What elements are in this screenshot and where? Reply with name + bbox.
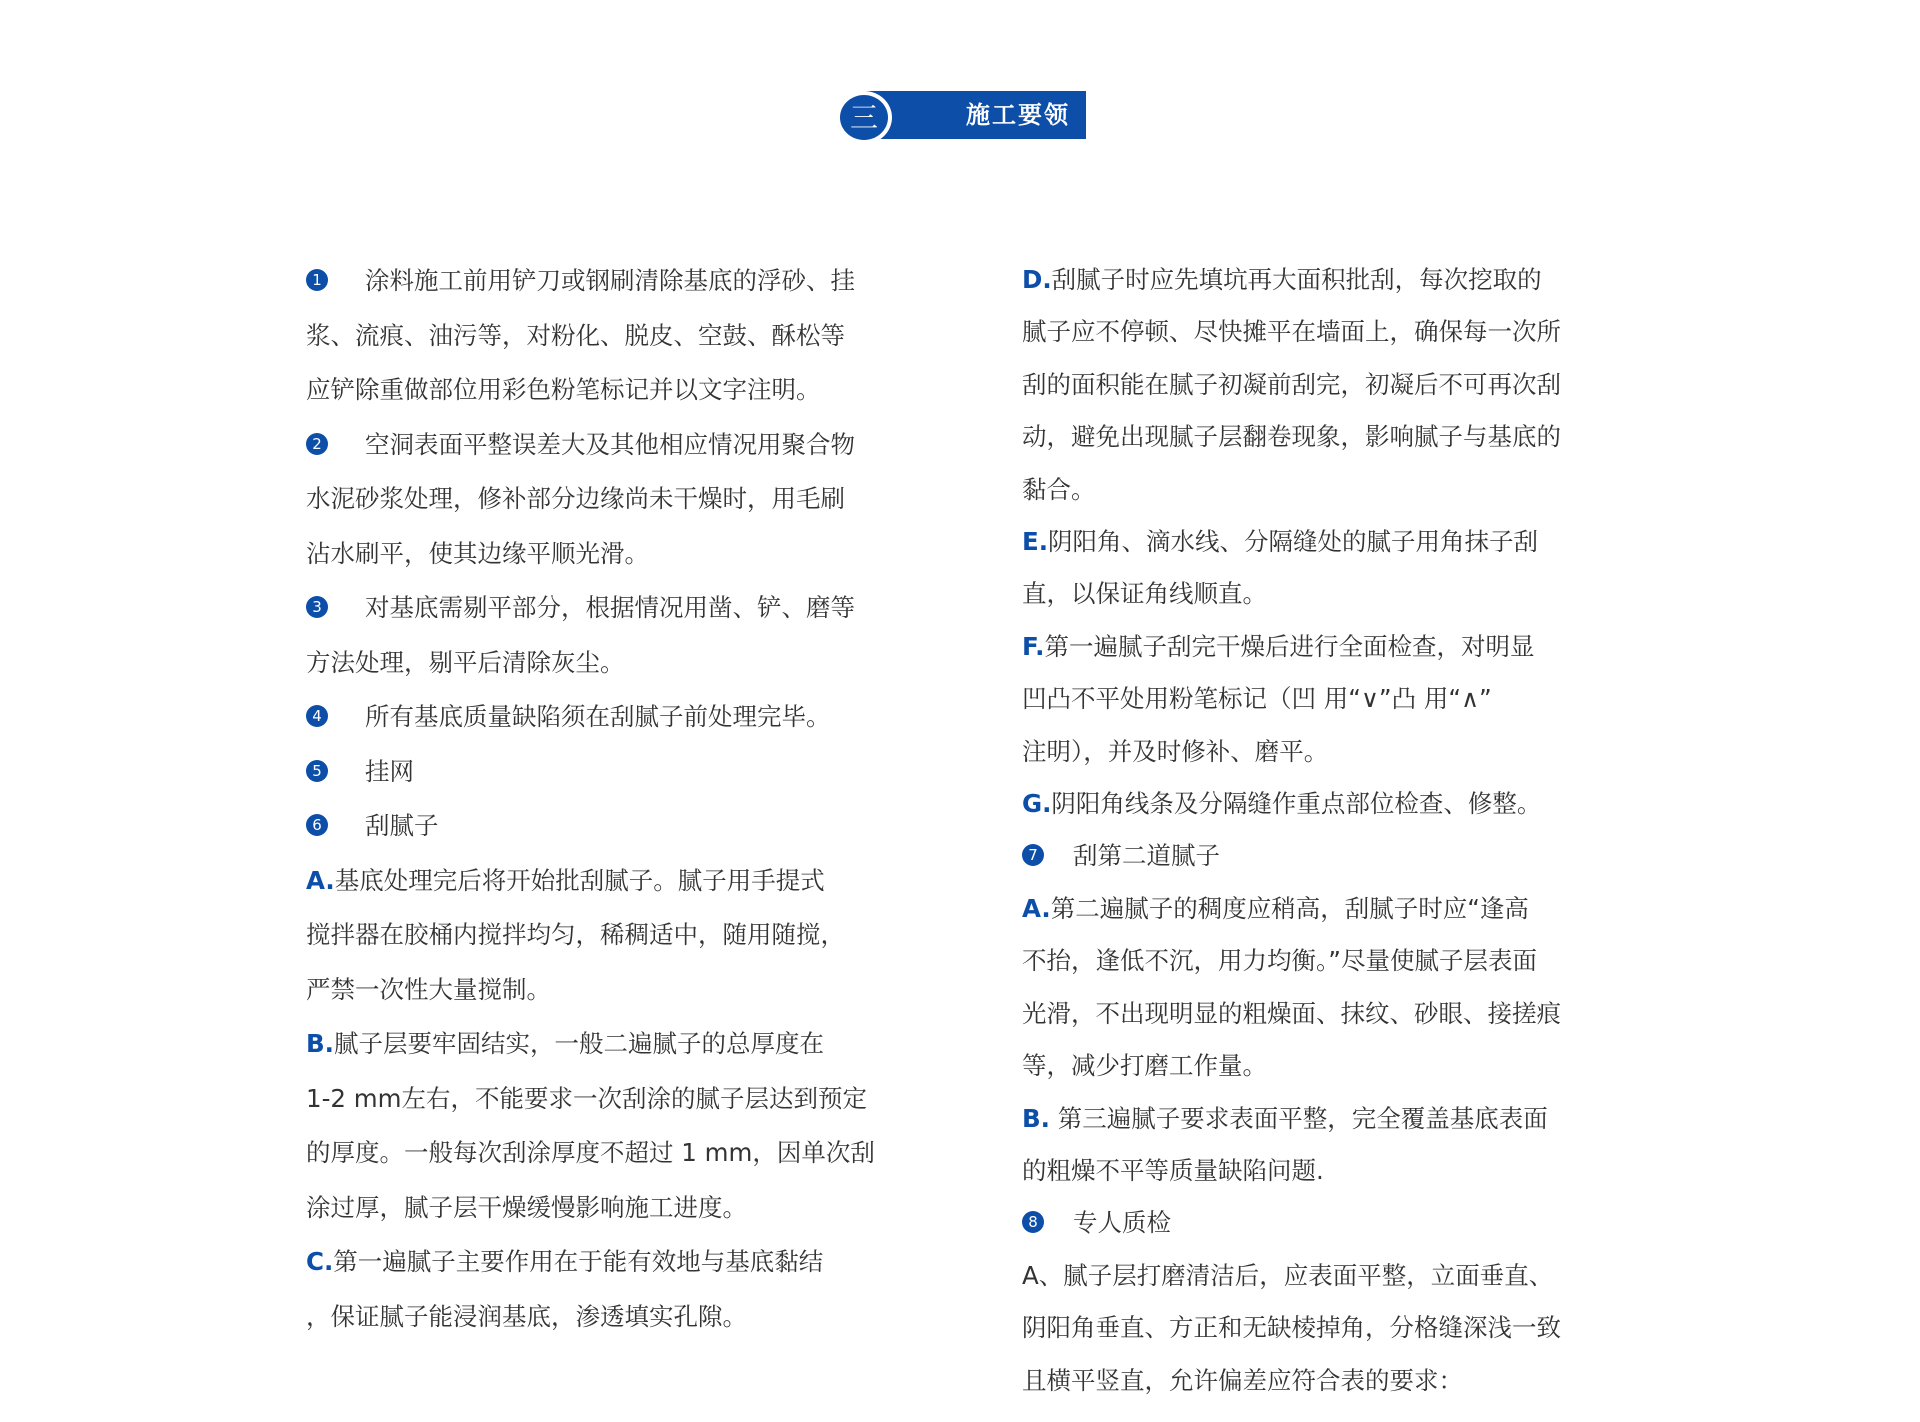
line-text: 浆、流痕、油污等，对粉化、脱皮、空鼓、酥松等 — [306, 320, 845, 350]
line-text: 方法处理，剔平后清除灰尘。 — [306, 647, 625, 677]
line-text: 挂网 — [365, 756, 414, 786]
item-letter: D. — [1022, 265, 1052, 294]
section-number-badge: 三 — [836, 91, 892, 144]
line-text: 涂料施工前用铲刀或钢刷清除基底的浮砂、挂 — [365, 266, 855, 295]
text-line — [1022, 883, 1622, 935]
step-number-badge: 3 — [306, 596, 328, 618]
section-title: 施工要领 — [966, 101, 1070, 129]
text-line — [1022, 1197, 1622, 1249]
line-text: 注明），并及时修补、磨平。 — [1022, 736, 1329, 766]
line-text: 专人质检 — [1073, 1208, 1171, 1238]
text-line — [1022, 1355, 1622, 1407]
line-text: 搅拌器在胶桶内搅拌均匀，稀稠适中，随用随搅， — [306, 920, 845, 949]
line-text: 严禁一次性大量搅制。 — [306, 974, 551, 1004]
line-text: 刮第二道腻子 — [1073, 841, 1220, 871]
text-line — [1022, 568, 1622, 620]
line-text: 腻子层要牢固结实，一般二遍腻子的总厚度在 — [333, 1029, 824, 1058]
line-text: 直，以保证角线顺直。 — [1022, 579, 1267, 609]
text-line — [306, 1072, 906, 1127]
text-line — [1022, 726, 1622, 778]
text-line — [306, 908, 906, 963]
text-line — [306, 799, 906, 854]
item-letter: B. — [306, 1029, 334, 1058]
line-text: 黏合。 — [1022, 474, 1096, 504]
text-line — [1022, 254, 1622, 306]
line-text: 阴阳角线条及分隔缝作重点部位检查、修整。 — [1051, 789, 1542, 819]
text-line — [1022, 830, 1622, 882]
text-line — [306, 636, 906, 691]
line-text: 凹凸不平处用粉笔标记（凹 用“∨”凸 用“∧” — [1022, 684, 1492, 714]
text-line — [1022, 1145, 1622, 1197]
header-bar — [866, 91, 1086, 139]
line-text: 的厚度。一般每次刮涂厚度不超过 1 mm，因单次刮 — [306, 1138, 875, 1167]
line-text: 第一遍腻子主要作用在于能有效地与基底黏结 — [333, 1247, 824, 1276]
line-text: 动，避免出现腻子层翻卷现象，影响腻子与基底的 — [1022, 422, 1561, 452]
text-line — [306, 254, 906, 309]
text-line — [1022, 778, 1622, 830]
text-line — [306, 1290, 906, 1345]
item-letter: A. — [306, 865, 335, 895]
text-line — [1022, 1250, 1622, 1302]
text-line — [306, 690, 906, 745]
line-text: 不抬，逢低不沉，用力均衡。”尽量使腻子层表面 — [1022, 946, 1537, 976]
line-text: 刮腻子时应先填坑再大面积批刮，每次挖取的 — [1051, 265, 1542, 294]
text-line — [1022, 1302, 1622, 1354]
text-line — [306, 963, 906, 1018]
line-text: 腻子应不停顿、尽快摊平在墙面上，确保每一次所 — [1022, 317, 1561, 347]
step-number-badge: 6 — [306, 814, 328, 836]
item-letter: F. — [1022, 631, 1045, 661]
line-text: 第三遍腻子要求表面平整，完全覆盖基底表面 — [1049, 1103, 1548, 1133]
line-text: 刮腻子 — [365, 811, 439, 840]
line-text: 刮的面积能在腻子初凝前刮完，初凝后不可再次刮 — [1022, 369, 1561, 399]
line-text: 第二遍腻子的稠度应稍高，刮腻子时应“逢高 — [1050, 893, 1529, 923]
line-text: 应铲除重做部位用彩色粉笔标记并以文字注明。 — [306, 375, 821, 404]
text-line — [306, 1181, 906, 1236]
text-line — [306, 745, 906, 800]
text-line — [306, 1126, 906, 1181]
text-line — [306, 418, 906, 473]
line-text: 且横平竖直，允许偏差应符合表的要求： — [1022, 1365, 1463, 1395]
line-text: 的粗燥不平等质量缺陷问题. — [1022, 1155, 1324, 1185]
text-line — [1022, 621, 1622, 673]
text-line — [1022, 673, 1622, 725]
line-text: 1-2 mm左右，不能要求一次刮涂的腻子层达到预定 — [306, 1083, 868, 1113]
text-line — [306, 581, 906, 636]
line-text: 涂过厚，腻子层干燥缓慢影响施工进度。 — [306, 1192, 747, 1222]
line-text: A、腻子层打磨清洁后，应表面平整，立面垂直、 — [1022, 1260, 1554, 1290]
step-number-badge: 7 — [1022, 844, 1044, 866]
line-text: 阴阳角垂直、方正和无缺棱掉角，分格缝深浅一致 — [1022, 1313, 1561, 1343]
step-number-badge: 2 — [306, 433, 328, 455]
text-line — [1022, 935, 1622, 987]
text-line — [306, 854, 906, 909]
text-line — [306, 309, 906, 364]
right-column — [1022, 254, 1622, 1407]
text-line — [1022, 359, 1622, 411]
line-text: 基底处理完后将开始批刮腻子。腻子用手提式 — [334, 865, 825, 895]
item-letter: B. — [1022, 1103, 1050, 1133]
text-line — [306, 363, 906, 418]
text-line — [1022, 988, 1622, 1040]
text-line — [1022, 464, 1622, 516]
text-line — [306, 1017, 906, 1072]
left-column — [306, 254, 906, 1344]
text-line — [1022, 411, 1622, 463]
item-letter: A. — [1022, 893, 1051, 923]
item-letter: G. — [1022, 789, 1052, 819]
text-line — [306, 527, 906, 582]
step-number-badge: 1 — [306, 269, 328, 291]
line-text: 阴阳角、滴水线、分隔缝处的腻子用角抹子刮 — [1048, 527, 1539, 557]
line-text: 等，减少打磨工作量。 — [1022, 1051, 1267, 1081]
line-text: 第一遍腻子刮完干燥后进行全面检查，对明显 — [1044, 631, 1535, 661]
step-number-badge: 4 — [306, 705, 328, 727]
text-line — [306, 1235, 906, 1290]
text-line — [1022, 516, 1622, 568]
line-text: ，保证腻子能浸润基底，渗透填实孔隙。 — [306, 1301, 747, 1331]
section-header — [836, 91, 1086, 144]
line-text: 空洞表面平整误差大及其他相应情况用聚合物 — [365, 429, 855, 459]
line-text: 光滑，不出现明显的粗燥面、抹纹、砂眼、接搓痕 — [1022, 998, 1561, 1028]
item-letter: C. — [306, 1247, 334, 1276]
step-number-badge: 8 — [1022, 1211, 1044, 1233]
text-line — [306, 472, 906, 527]
line-text: 沾水刷平，使其边缘平顺光滑。 — [306, 538, 649, 568]
text-line — [1022, 1040, 1622, 1092]
line-text: 水泥砂浆处理，修补部分边缘尚未干燥时，用毛刷 — [306, 484, 845, 513]
text-line — [1022, 306, 1622, 358]
line-text: 所有基底质量缺陷须在刮腻子前处理完毕。 — [365, 702, 831, 731]
step-number-badge: 5 — [306, 760, 328, 782]
line-text: 对基底需剔平部分，根据情况用凿、铲、磨等 — [365, 593, 855, 622]
item-letter: E. — [1022, 527, 1049, 557]
text-line — [1022, 1093, 1622, 1145]
